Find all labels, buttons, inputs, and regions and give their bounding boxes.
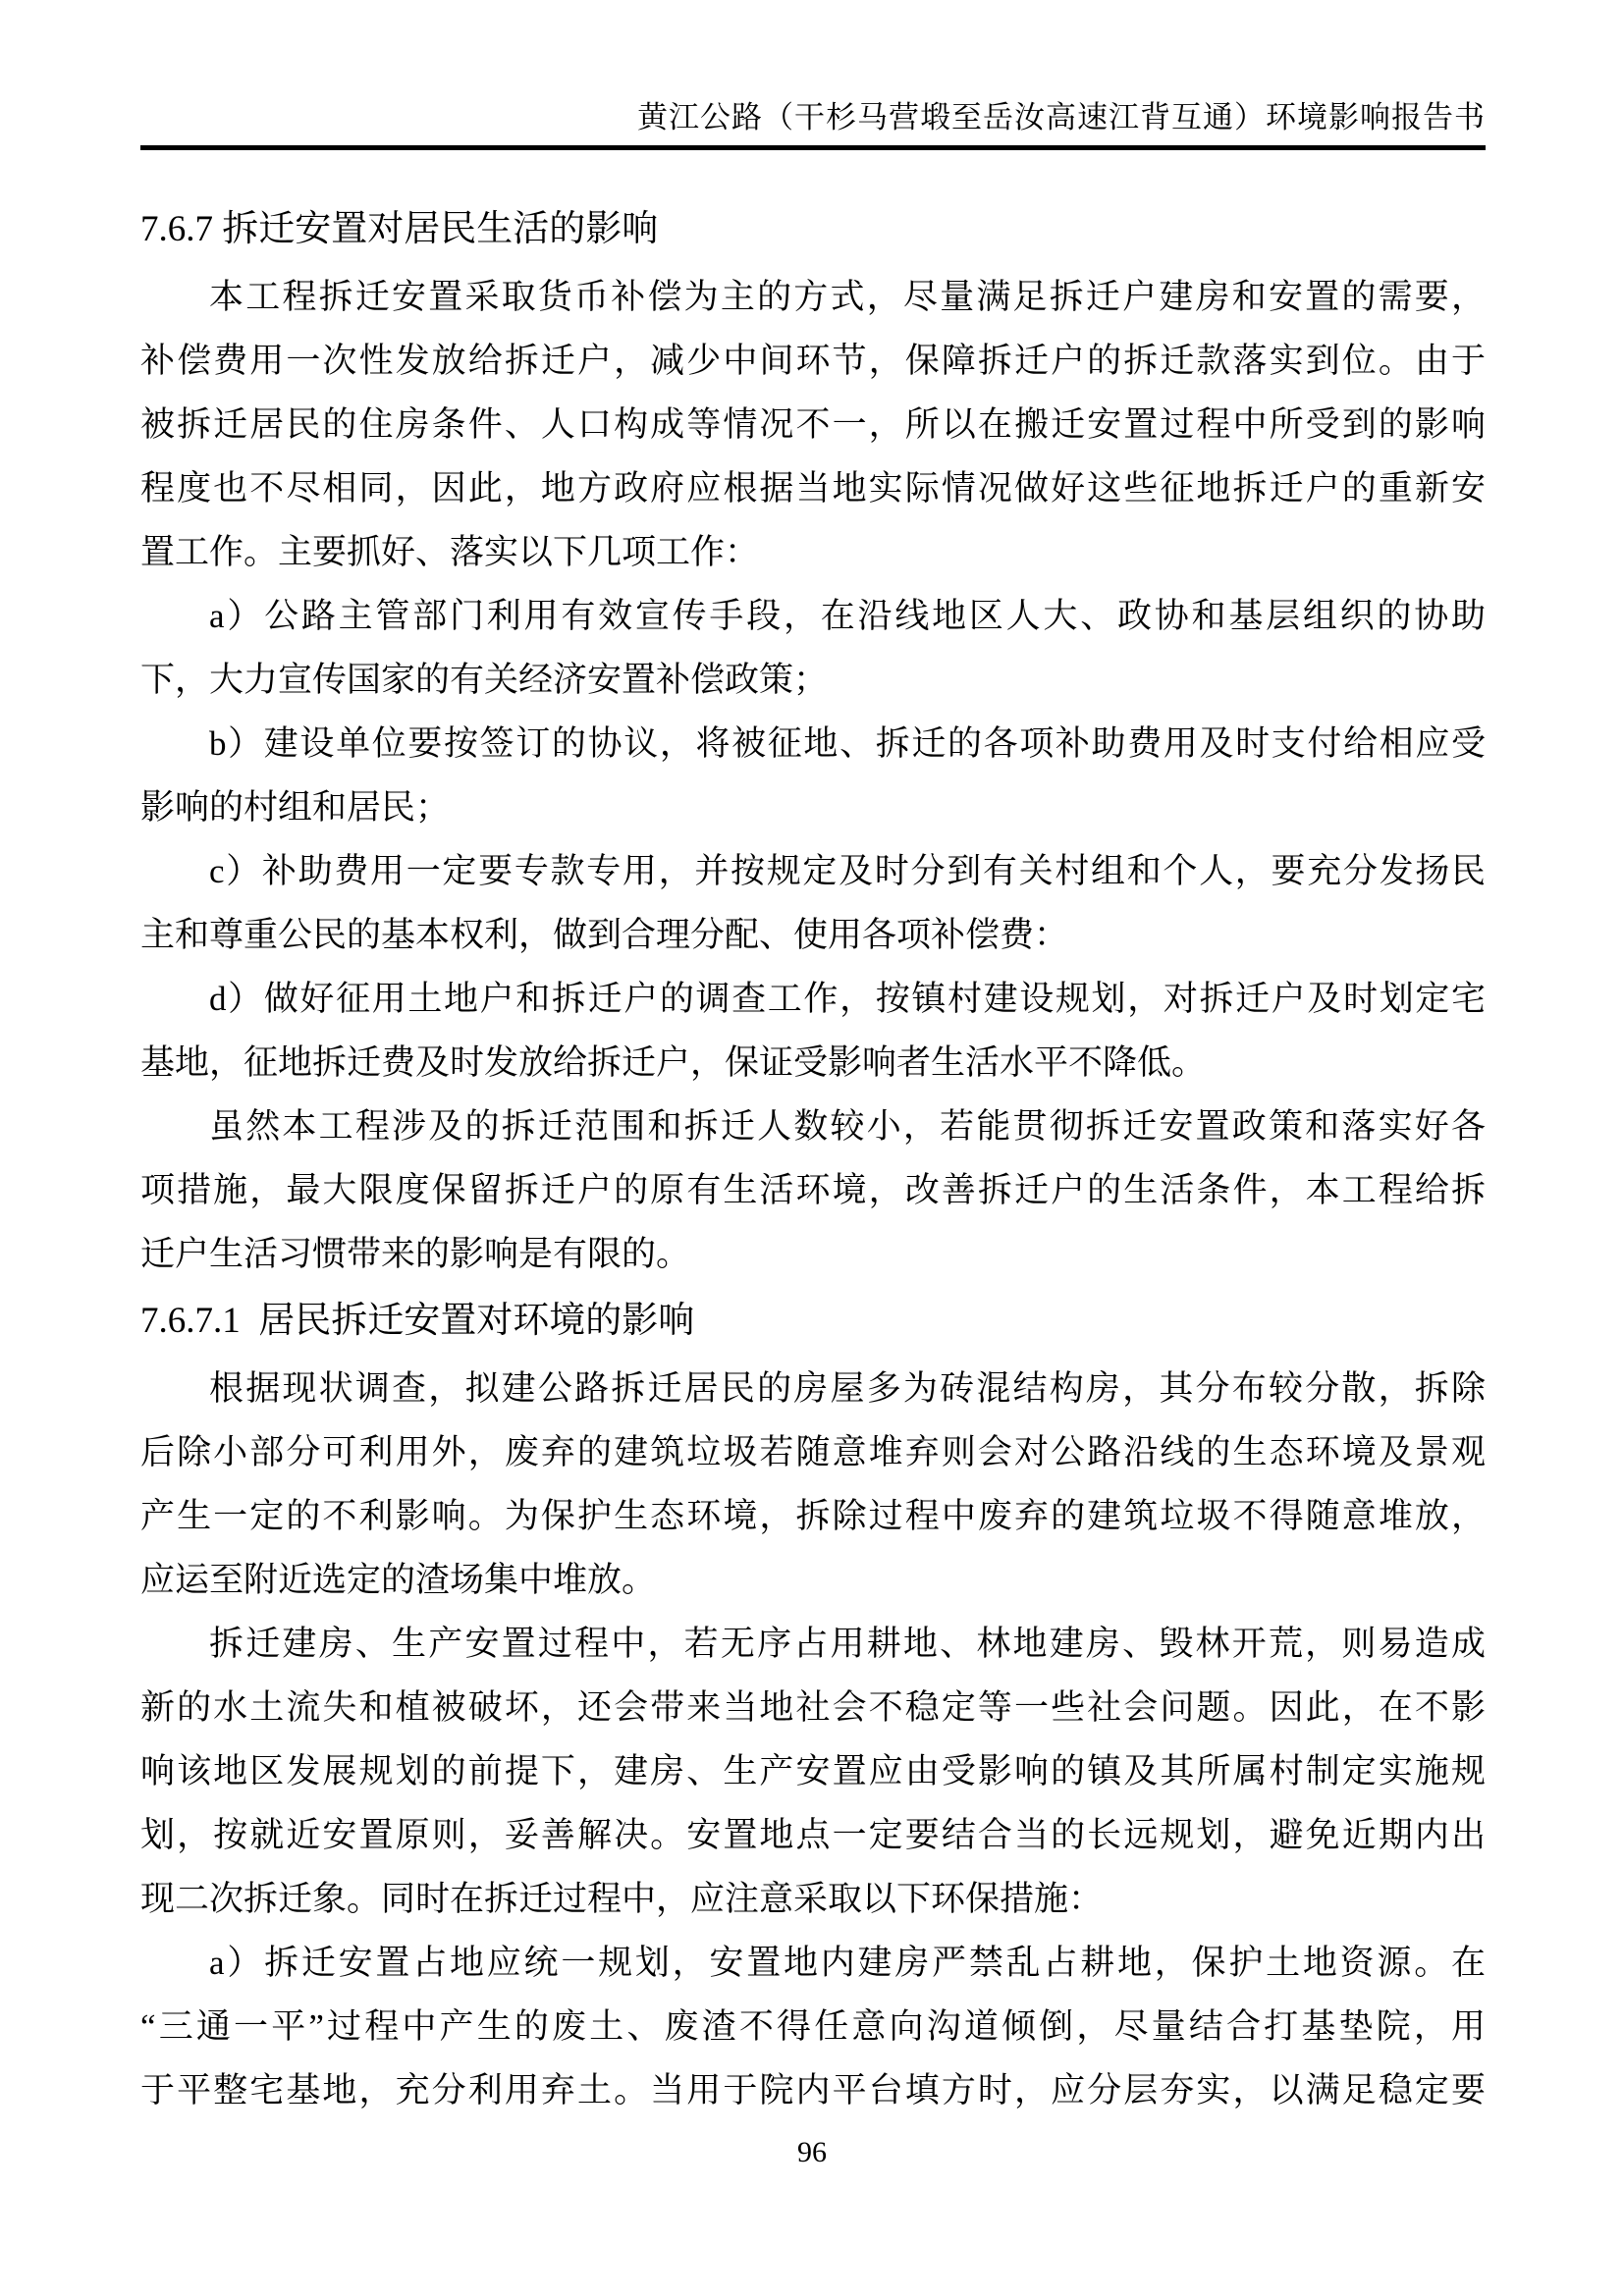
text-line: 补偿费用一次性发放给拆迁户，减少中间环节，保障拆迁户的拆迁款落实到位。由于 [140, 342, 1486, 380]
text-line: 划，按就近安置原则，妥善解决。安置地点一定要结合当的长远规划，避免近期内出 [140, 1816, 1486, 1854]
text-line: 主和尊重公民的基本权利，做到合理分配、使用各项补偿费： [140, 916, 1069, 954]
paragraph [140, 967, 1486, 1095]
paragraph [140, 1612, 1486, 1931]
paragraph [140, 1357, 1486, 1612]
page-footer [0, 2132, 1624, 2173]
page-number: 96 [797, 2136, 827, 2168]
paragraph [140, 839, 1486, 967]
text-line: 程度也不尽相同，因此，地方政府应根据当地实际情况做好这些征地拆迁户的重新安 [140, 469, 1486, 507]
text-line: 下，大力宣传国家的有关经济安置补偿政策； [140, 661, 829, 699]
text-line: 迁户生活习惯带来的影响是有限的。 [140, 1235, 691, 1273]
text-line: 应运至附近选定的渣场集中堆放。 [140, 1561, 657, 1599]
text-line: 基地，征地拆迁费及时发放给拆迁户，保证受影响者生活水平不降低。 [140, 1043, 1207, 1082]
header-rule [140, 145, 1486, 150]
text-line: “三通一平”过程中产生的废土、废渣不得任意向沟道倾倒，尽量结合打基垫院，用 [140, 2007, 1486, 2046]
header-title: 黄江公路（干杉马营塅至岳汝高速江背互通）环境影响报告书 [637, 100, 1486, 134]
text-line: 响该地区发展规划的前提下，建房、生产安置应由受影响的镇及其所属村制定实施规 [140, 1752, 1486, 1790]
text-line: d）做好征用土地户和拆迁户的调查工作，按镇村建设规划，对拆迁户及时划定宅 [209, 980, 1486, 1018]
document-content [140, 194, 1486, 2122]
text-line: 本工程拆迁安置采取货币补偿为主的方式，尽量满足拆迁户建房和安置的需要， [209, 278, 1486, 316]
paragraph [140, 712, 1486, 839]
paragraph [140, 265, 1486, 584]
text-line: b）建设单位要按签订的协议，将被征地、拆迁的各项补助费用及时支付给相应受 [209, 724, 1486, 763]
text-line: a）公路主管部门利用有效宣传手段，在沿线地区人大、政协和基层组织的协助 [209, 597, 1486, 635]
text-line: 现二次拆迁象。同时在拆迁过程中，应注意采取以下环保措施： [140, 1880, 1104, 1918]
section-heading: 7.6.7.1 居民拆迁安置对环境的影响 [140, 1301, 695, 1341]
text-line: 虽然本工程涉及的拆迁范围和拆迁人数较小，若能贯彻拆迁安置政策和落实好各 [209, 1107, 1486, 1146]
section-heading: 7.6.7 拆迁安置对居民生活的影响 [140, 209, 659, 249]
text-line: 后除小部分可利用外，废弃的建筑垃圾若随意堆弃则会对公路沿线的生态环境及景观 [140, 1433, 1486, 1471]
text-line: 新的水土流失和植被破坏，还会带来当地社会不稳定等一些社会问题。因此，在不影 [140, 1688, 1486, 1727]
text-line: 根据现状调查，拟建公路拆迁居民的房屋多为砖混结构房，其分布较分散，拆除 [209, 1369, 1486, 1408]
page-header [140, 96, 1486, 150]
text-line: 被拆迁居民的住房条件、人口构成等情况不一，所以在搬迁安置过程中所受到的影响 [140, 405, 1486, 444]
text-line: 产生一定的不利影响。为保护生态环境，拆除过程中废弃的建筑垃圾不得随意堆放， [140, 1497, 1486, 1535]
text-line: 影响的村组和居民； [140, 788, 451, 827]
text-line: 拆迁建房、生产安置过程中，若无序占用耕地、林地建房、毁林开荒，则易造成 [209, 1625, 1486, 1663]
text-line: 于平整宅基地，充分利用弃土。当用于院内平台填方时，应分层夯实，以满足稳定要 [140, 2071, 1486, 2109]
text-line: a）拆迁安置占地应统一规划，安置地内建房严禁乱占耕地，保护土地资源。在 [209, 1944, 1486, 1982]
paragraph [140, 584, 1486, 712]
paragraph [140, 1931, 1486, 2122]
text-line: 项措施，最大限度保留拆迁户的原有生活环境，改善拆迁户的生活条件，本工程给拆 [140, 1171, 1486, 1209]
text-line: 置工作。主要抓好、落实以下几项工作： [140, 533, 760, 571]
paragraph [140, 1095, 1486, 1286]
text-line: c）补助费用一定要专款专用，并按规定及时分到有关村组和个人，要充分发扬民 [209, 852, 1486, 890]
